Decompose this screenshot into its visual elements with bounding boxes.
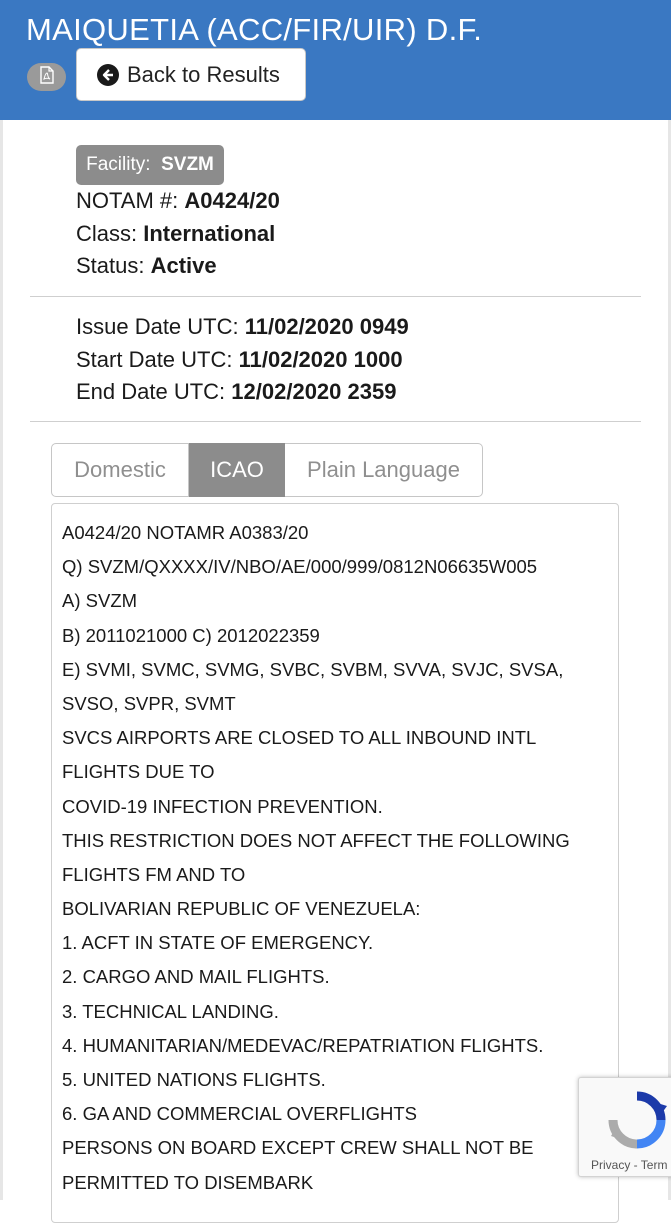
page-title: MAIQUETIA (ACC/FIR/UIR) D.F. bbox=[26, 12, 483, 47]
facility-badge bbox=[76, 145, 224, 185]
start-date-row bbox=[76, 347, 403, 373]
issue-date-label: Issue Date UTC: bbox=[76, 314, 239, 339]
issue-date-row bbox=[76, 314, 409, 340]
recaptcha-badge[interactable] bbox=[578, 1077, 671, 1177]
notam-text-line: PERSONS ON BOARD EXCEPT CREW SHALL NOT BE bbox=[62, 1137, 534, 1159]
pdf-button[interactable] bbox=[27, 63, 66, 91]
notam-text-line: 5. UNITED NATIONS FLIGHTS. bbox=[62, 1069, 326, 1090]
notam-text-line: Q) SVZM/QXXXX/IV/NBO/AE/000/999/0812N06635W005 bbox=[62, 556, 538, 578]
notam-text-line: COVID-19 INFECTION PREVENTION. bbox=[62, 795, 383, 817]
section-divider bbox=[30, 296, 641, 297]
notam-text bbox=[62, 516, 612, 1200]
notam-text-line: E) SVMI, SVMC, SVMG, SVBC, SVBM, SVVA, SVJC, SVSA, bbox=[62, 658, 564, 680]
notam-number-row bbox=[76, 188, 280, 214]
start-date-value: 11/02/2020 1000 bbox=[238, 347, 403, 372]
arrow-left-circle-icon bbox=[97, 64, 119, 86]
tab-domestic[interactable]: Domestic bbox=[51, 443, 189, 497]
back-to-results-label: Back to Results bbox=[127, 61, 280, 87]
notam-text-line: SVCS AIRPORTS ARE CLOSED TO ALL INBOUND INTL bbox=[62, 727, 537, 749]
start-date-label: Start Date UTC: bbox=[76, 347, 233, 372]
notam-text-line: 3. TECHNICAL LANDING. bbox=[62, 1000, 279, 1022]
tab-plain-language[interactable]: Plain Language bbox=[285, 443, 483, 497]
notam-class-row bbox=[76, 221, 275, 247]
end-date-value: 12/02/2020 2359 bbox=[231, 379, 397, 404]
tab-icao[interactable]: ICAO bbox=[189, 443, 285, 497]
notam-number-value: A0424/20 bbox=[184, 188, 280, 213]
back-to-results-button[interactable] bbox=[76, 48, 306, 101]
page-border-left bbox=[0, 120, 3, 1200]
format-tabs bbox=[51, 443, 483, 497]
notam-class-value: International bbox=[143, 221, 276, 246]
notam-class-label: Class: bbox=[76, 221, 138, 246]
notam-status-value: Active bbox=[150, 253, 217, 278]
issue-date-value: 11/02/2020 0949 bbox=[244, 314, 409, 339]
notam-status-row bbox=[76, 253, 217, 279]
page-header bbox=[0, 0, 671, 120]
notam-text-line: BOLIVARIAN REPUBLIC OF VENEZUELA: bbox=[62, 898, 421, 920]
notam-text-line: PERMITTED TO DISEMBARK bbox=[62, 1171, 314, 1193]
end-date-row bbox=[76, 379, 396, 405]
pdf-file-icon bbox=[39, 66, 55, 89]
notam-text-line: SVSO, SVPR, SVMT bbox=[62, 692, 236, 714]
notam-text-line: THIS RESTRICTION DOES NOT AFFECT THE FOLLOWING bbox=[62, 829, 570, 851]
notam-status-label: Status: bbox=[76, 253, 145, 278]
notam-text-line: A0424/20 NOTAMR A0383/20 bbox=[62, 522, 309, 543]
notam-text-line: 2. CARGO AND MAIL FLIGHTS. bbox=[62, 966, 330, 988]
recaptcha-logo-icon bbox=[605, 1088, 669, 1152]
facility-value: SVZM bbox=[161, 154, 214, 175]
notam-text-line: 1. ACFT IN STATE OF EMERGENCY. bbox=[62, 932, 374, 954]
notam-text-line: 6. GA AND COMMERCIAL OVERFLIGHTS bbox=[62, 1103, 417, 1125]
notam-text-line: B) 2011021000 C) 2012022359 bbox=[62, 624, 320, 646]
facility-label: Facility: bbox=[86, 154, 151, 175]
notam-text-line: FLIGHTS DUE TO bbox=[62, 761, 215, 783]
notam-text-line: 4. HUMANITARIAN/MEDEVAC/REPATRIATION FLIGHTS. bbox=[62, 1034, 544, 1056]
notam-text-line: A) SVZM bbox=[62, 590, 138, 612]
end-date-label: End Date UTC: bbox=[76, 379, 226, 404]
section-divider bbox=[30, 421, 641, 422]
notam-text-line: FLIGHTS FM AND TO bbox=[62, 863, 246, 885]
notam-number-label: NOTAM #: bbox=[76, 188, 179, 213]
recaptcha-terms-link[interactable]: Privacy - Term bbox=[591, 1158, 668, 1172]
